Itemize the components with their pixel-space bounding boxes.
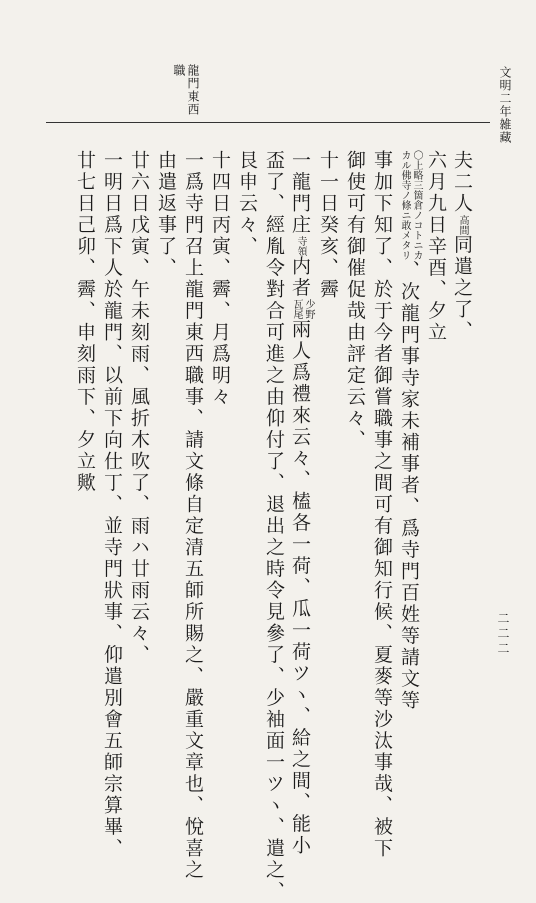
line-3-tail: 、次龍門事寺家未補事者、爲寺門百姓等請文等 — [398, 260, 420, 712]
page-number: 二二二 — [496, 612, 510, 657]
text-line-11 — [179, 150, 206, 881]
header-rule — [46, 122, 490, 123]
text-line-9 — [233, 150, 260, 750]
line-1-tail: 同遣之了、 — [451, 234, 473, 342]
line-3-annotation — [399, 150, 422, 260]
line-7-annotation — [291, 299, 314, 319]
line-7-annotation-b: 瓦尾 — [291, 299, 302, 319]
text-line-12 — [152, 150, 179, 750]
text-line-2 — [422, 150, 449, 750]
line-2-main: 六月九日辛酉、夕立 — [425, 150, 447, 344]
body-text — [36, 150, 476, 903]
line-15-main: 廿七日己卯、霽、申刻雨下、夕立歟 — [74, 150, 96, 494]
text-line-6 — [314, 150, 341, 750]
line-9-main: 艮申云々、 — [236, 150, 258, 258]
text-line-7 — [287, 150, 314, 857]
margin-heading — [172, 64, 200, 116]
text-line-14 — [98, 150, 125, 860]
line-3-annotation-b: カル佛寺ノ條ニ敢メタリ — [399, 150, 410, 260]
text-line-10 — [206, 150, 233, 750]
line-5-main: 御使可有御催促哉由評定云々、 — [344, 150, 366, 451]
line-14-main: 一明日爲下人於龍門、以前下向仕丁、並寺門狀事、仰遣別會五師宗算畢、 — [101, 150, 123, 860]
line-10-main: 十四日丙寅、霽、月爲明々 — [209, 150, 231, 408]
line-7-annotation-a: 少野 — [303, 299, 314, 319]
text-line-1 — [449, 150, 476, 750]
text-line-4 — [368, 150, 395, 860]
line-11-main: 一爲寺門召上龍門東西職事、請文條自定清五師所賜之、嚴重文章也、悅喜之 — [182, 150, 204, 881]
line-6-main: 十一日癸亥、霽 — [317, 150, 339, 301]
text-line-15 — [71, 150, 98, 750]
line-12-main: 由遣返事了、 — [155, 150, 177, 279]
line-1-main: 夫二人 — [451, 150, 473, 215]
line-7-mid: 内者 — [289, 256, 311, 299]
line-4-main: 事加下知了、於于今者御嘗職事之間可有御知行候、夏麥等沙汰事哉、被下 — [371, 150, 393, 860]
text-line-3 — [395, 150, 422, 750]
line-7-tail: 兩人爲禮來云々、榼各一荷、瓜一荷ツヽ、給之間、能小 — [289, 319, 311, 857]
text-line-5 — [341, 150, 368, 750]
margin-heading-line-2: 職 — [172, 64, 186, 77]
margin-heading-line-1: 龍門東西 — [186, 64, 200, 116]
line-3-annotation-a: 〇上略三箇倉ノコトニカ — [411, 150, 422, 260]
text-line-13 — [125, 150, 152, 750]
line-7-note-1: 寺領 — [295, 236, 306, 256]
line-1-note: 高間 — [457, 214, 468, 235]
text-line-8 — [260, 150, 287, 903]
line-13-main: 廿六日戊寅、午未刻雨、風折木吹了、雨ハ廿雨云々、 — [128, 150, 150, 666]
running-head: 文明二年雑藏 — [498, 66, 512, 144]
line-8-main: 盃了、經胤令對合可進之由仰付了、退出之時令見參了、少袖面一ツヽ、遣之、 — [263, 150, 285, 903]
line-7-main: 一龍門庄 — [289, 150, 311, 236]
